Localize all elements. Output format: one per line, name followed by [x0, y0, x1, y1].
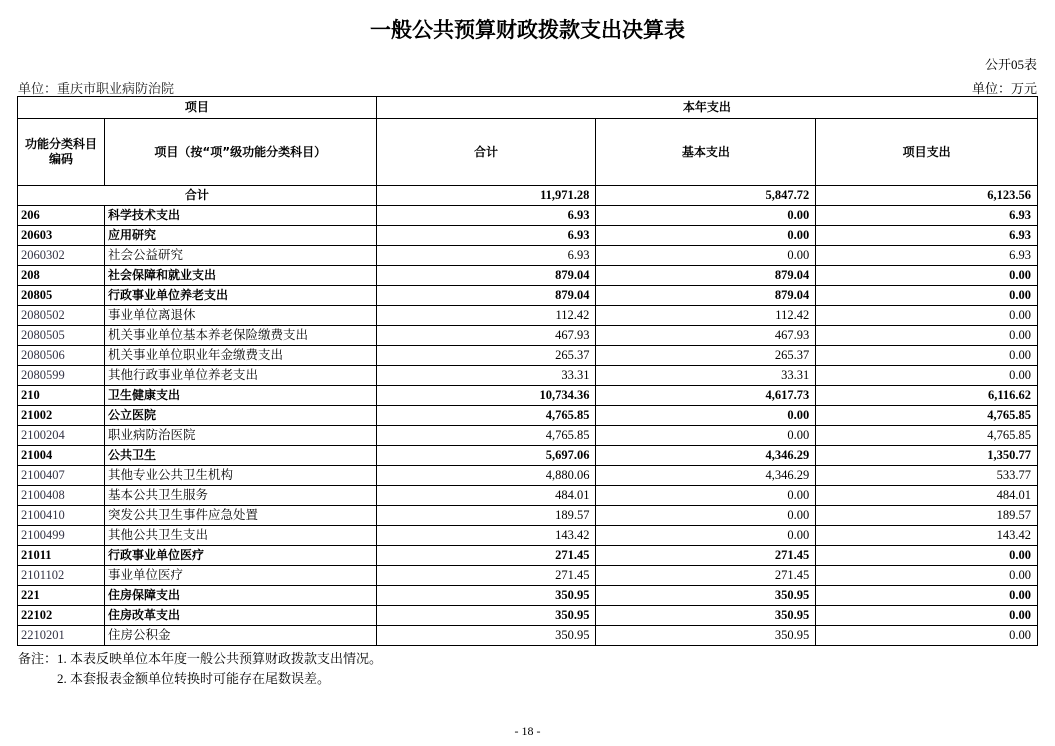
table-row [18, 526, 1038, 546]
row-project: 6.93 [816, 226, 1038, 246]
page-number: - 18 - [514, 724, 541, 738]
row-total: 4,765.85 [376, 426, 596, 446]
row-basic: 0.00 [596, 226, 816, 246]
row-code: 206 [18, 206, 105, 226]
row-code: 2080502 [18, 306, 105, 326]
total-label: 合计 [18, 186, 377, 206]
table-row [18, 626, 1038, 646]
row-name: 基本公共卫生服务 [104, 486, 376, 506]
row-basic: 350.95 [596, 586, 816, 606]
row-project: 0.00 [816, 626, 1038, 646]
row-total: 189.57 [376, 506, 596, 526]
total-basic: 5,847.72 [596, 186, 816, 206]
row-code: 221 [18, 586, 105, 606]
row-total: 33.31 [376, 366, 596, 386]
table-row [18, 366, 1038, 386]
row-name: 突发公共卫生事件应急处置 [104, 506, 376, 526]
row-name: 职业病防治医院 [104, 426, 376, 446]
row-name: 机关事业单位基本养老保险缴费支出 [104, 326, 376, 346]
row-total: 112.42 [376, 306, 596, 326]
table-row [18, 566, 1038, 586]
row-total: 350.95 [376, 626, 596, 646]
row-code: 2100499 [18, 526, 105, 546]
table-row [18, 506, 1038, 526]
row-code: 20603 [18, 226, 105, 246]
header-total: 合计 [376, 119, 596, 186]
row-name: 公共卫生 [104, 446, 376, 466]
row-basic: 4,346.29 [596, 446, 816, 466]
expenditure-table [17, 96, 1038, 646]
row-code: 21011 [18, 546, 105, 566]
row-basic: 112.42 [596, 306, 816, 326]
row-project: 0.00 [816, 546, 1038, 566]
table-row [18, 346, 1038, 366]
header-item: 项目 [18, 97, 377, 119]
row-name: 机关事业单位职业年金缴费支出 [104, 346, 376, 366]
row-total: 6.93 [376, 206, 596, 226]
row-project: 0.00 [816, 286, 1038, 306]
row-name: 行政事业单位医疗 [104, 546, 376, 566]
row-project: 0.00 [816, 606, 1038, 626]
row-project: 4,765.85 [816, 406, 1038, 426]
row-name: 应用研究 [104, 226, 376, 246]
row-basic: 879.04 [596, 286, 816, 306]
table-row [18, 226, 1038, 246]
row-total: 879.04 [376, 266, 596, 286]
table-row [18, 326, 1038, 346]
row-code: 2080505 [18, 326, 105, 346]
row-total: 484.01 [376, 486, 596, 506]
row-total: 265.37 [376, 346, 596, 366]
row-name: 社会公益研究 [104, 246, 376, 266]
table-row [18, 206, 1038, 226]
row-code: 2100408 [18, 486, 105, 506]
table-row [18, 446, 1038, 466]
row-basic: 265.37 [596, 346, 816, 366]
table-row [18, 246, 1038, 266]
unit-organization: 单位：重庆市职业病防治院 [18, 81, 175, 96]
row-code: 22102 [18, 606, 105, 626]
row-project: 0.00 [816, 346, 1038, 366]
row-name: 其他专业公共卫生机构 [104, 466, 376, 486]
row-total: 879.04 [376, 286, 596, 306]
row-code: 2080599 [18, 366, 105, 386]
total-row [18, 186, 1038, 206]
row-basic: 350.95 [596, 626, 816, 646]
row-code: 2100204 [18, 426, 105, 446]
row-total: 4,765.85 [376, 406, 596, 426]
row-project: 189.57 [816, 506, 1038, 526]
form-number: 公开05表 [984, 57, 1037, 72]
row-name: 住房公积金 [104, 626, 376, 646]
row-total: 271.45 [376, 546, 596, 566]
row-basic: 467.93 [596, 326, 816, 346]
row-total: 10,734.36 [376, 386, 596, 406]
table-row [18, 406, 1038, 426]
row-name: 事业单位医疗 [104, 566, 376, 586]
header-code: 功能分类科目编码 [18, 119, 105, 186]
row-code: 2080506 [18, 346, 105, 366]
note-1: 备注：1. 本表反映单位本年度一般公共预算财政拨款支出情况。 [18, 651, 383, 666]
row-basic: 4,617.73 [596, 386, 816, 406]
row-basic: 0.00 [596, 486, 816, 506]
table-row [18, 266, 1038, 286]
row-project: 0.00 [816, 366, 1038, 386]
row-name: 公立医院 [104, 406, 376, 426]
page-title: 一般公共预算财政拨款支出决算表 [370, 18, 685, 42]
total-sum: 11,971.28 [376, 186, 596, 206]
table-row [18, 486, 1038, 506]
row-project: 0.00 [816, 586, 1038, 606]
row-basic: 271.45 [596, 566, 816, 586]
table-row [18, 426, 1038, 446]
unit-currency: 单位：万元 [971, 81, 1037, 96]
row-code: 2100407 [18, 466, 105, 486]
row-basic: 0.00 [596, 426, 816, 446]
row-total: 271.45 [376, 566, 596, 586]
row-name: 科学技术支出 [104, 206, 376, 226]
row-project: 0.00 [816, 326, 1038, 346]
total-project: 6,123.56 [816, 186, 1038, 206]
row-code: 20805 [18, 286, 105, 306]
row-code: 21004 [18, 446, 105, 466]
row-project: 6.93 [816, 246, 1038, 266]
row-project: 143.42 [816, 526, 1038, 546]
row-total: 467.93 [376, 326, 596, 346]
table-row [18, 466, 1038, 486]
table-row [18, 546, 1038, 566]
row-project: 533.77 [816, 466, 1038, 486]
row-total: 350.95 [376, 586, 596, 606]
row-name: 住房改革支出 [104, 606, 376, 626]
table-row [18, 286, 1038, 306]
note-2: 2. 本套报表金额单位转换时可能存在尾数误差。 [57, 671, 331, 686]
header-item-name: 项目（按“项”级功能分类科目） [104, 119, 376, 186]
row-basic: 4,346.29 [596, 466, 816, 486]
row-project: 6.93 [816, 206, 1038, 226]
table-row [18, 306, 1038, 326]
row-name: 社会保障和就业支出 [104, 266, 376, 286]
row-project: 484.01 [816, 486, 1038, 506]
header-current-year: 本年支出 [376, 97, 1037, 119]
row-total: 4,880.06 [376, 466, 596, 486]
row-basic: 0.00 [596, 506, 816, 526]
row-basic: 0.00 [596, 526, 816, 546]
row-total: 6.93 [376, 246, 596, 266]
row-name: 住房保障支出 [104, 586, 376, 606]
row-basic: 879.04 [596, 266, 816, 286]
row-basic: 33.31 [596, 366, 816, 386]
row-name: 其他行政事业单位养老支出 [104, 366, 376, 386]
row-total: 350.95 [376, 606, 596, 626]
row-project: 4,765.85 [816, 426, 1038, 446]
row-project: 0.00 [816, 306, 1038, 326]
row-code: 210 [18, 386, 105, 406]
row-total: 5,697.06 [376, 446, 596, 466]
row-code: 2100410 [18, 506, 105, 526]
row-name: 事业单位离退休 [104, 306, 376, 326]
row-code: 2210201 [18, 626, 105, 646]
row-basic: 0.00 [596, 246, 816, 266]
header-basic: 基本支出 [596, 119, 816, 186]
row-code: 208 [18, 266, 105, 286]
row-basic: 0.00 [596, 406, 816, 426]
row-code: 21002 [18, 406, 105, 426]
row-total: 6.93 [376, 226, 596, 246]
table-row [18, 606, 1038, 626]
row-project: 1,350.77 [816, 446, 1038, 466]
header-project: 项目支出 [816, 119, 1038, 186]
table-row [18, 386, 1038, 406]
row-name: 卫生健康支出 [104, 386, 376, 406]
row-project: 0.00 [816, 266, 1038, 286]
row-code: 2060302 [18, 246, 105, 266]
row-basic: 0.00 [596, 206, 816, 226]
row-basic: 271.45 [596, 546, 816, 566]
row-name: 行政事业单位养老支出 [104, 286, 376, 306]
row-total: 143.42 [376, 526, 596, 546]
row-name: 其他公共卫生支出 [104, 526, 376, 546]
table-row [18, 586, 1038, 606]
row-project: 6,116.62 [816, 386, 1038, 406]
row-basic: 350.95 [596, 606, 816, 626]
row-project: 0.00 [816, 566, 1038, 586]
row-code: 2101102 [18, 566, 105, 586]
